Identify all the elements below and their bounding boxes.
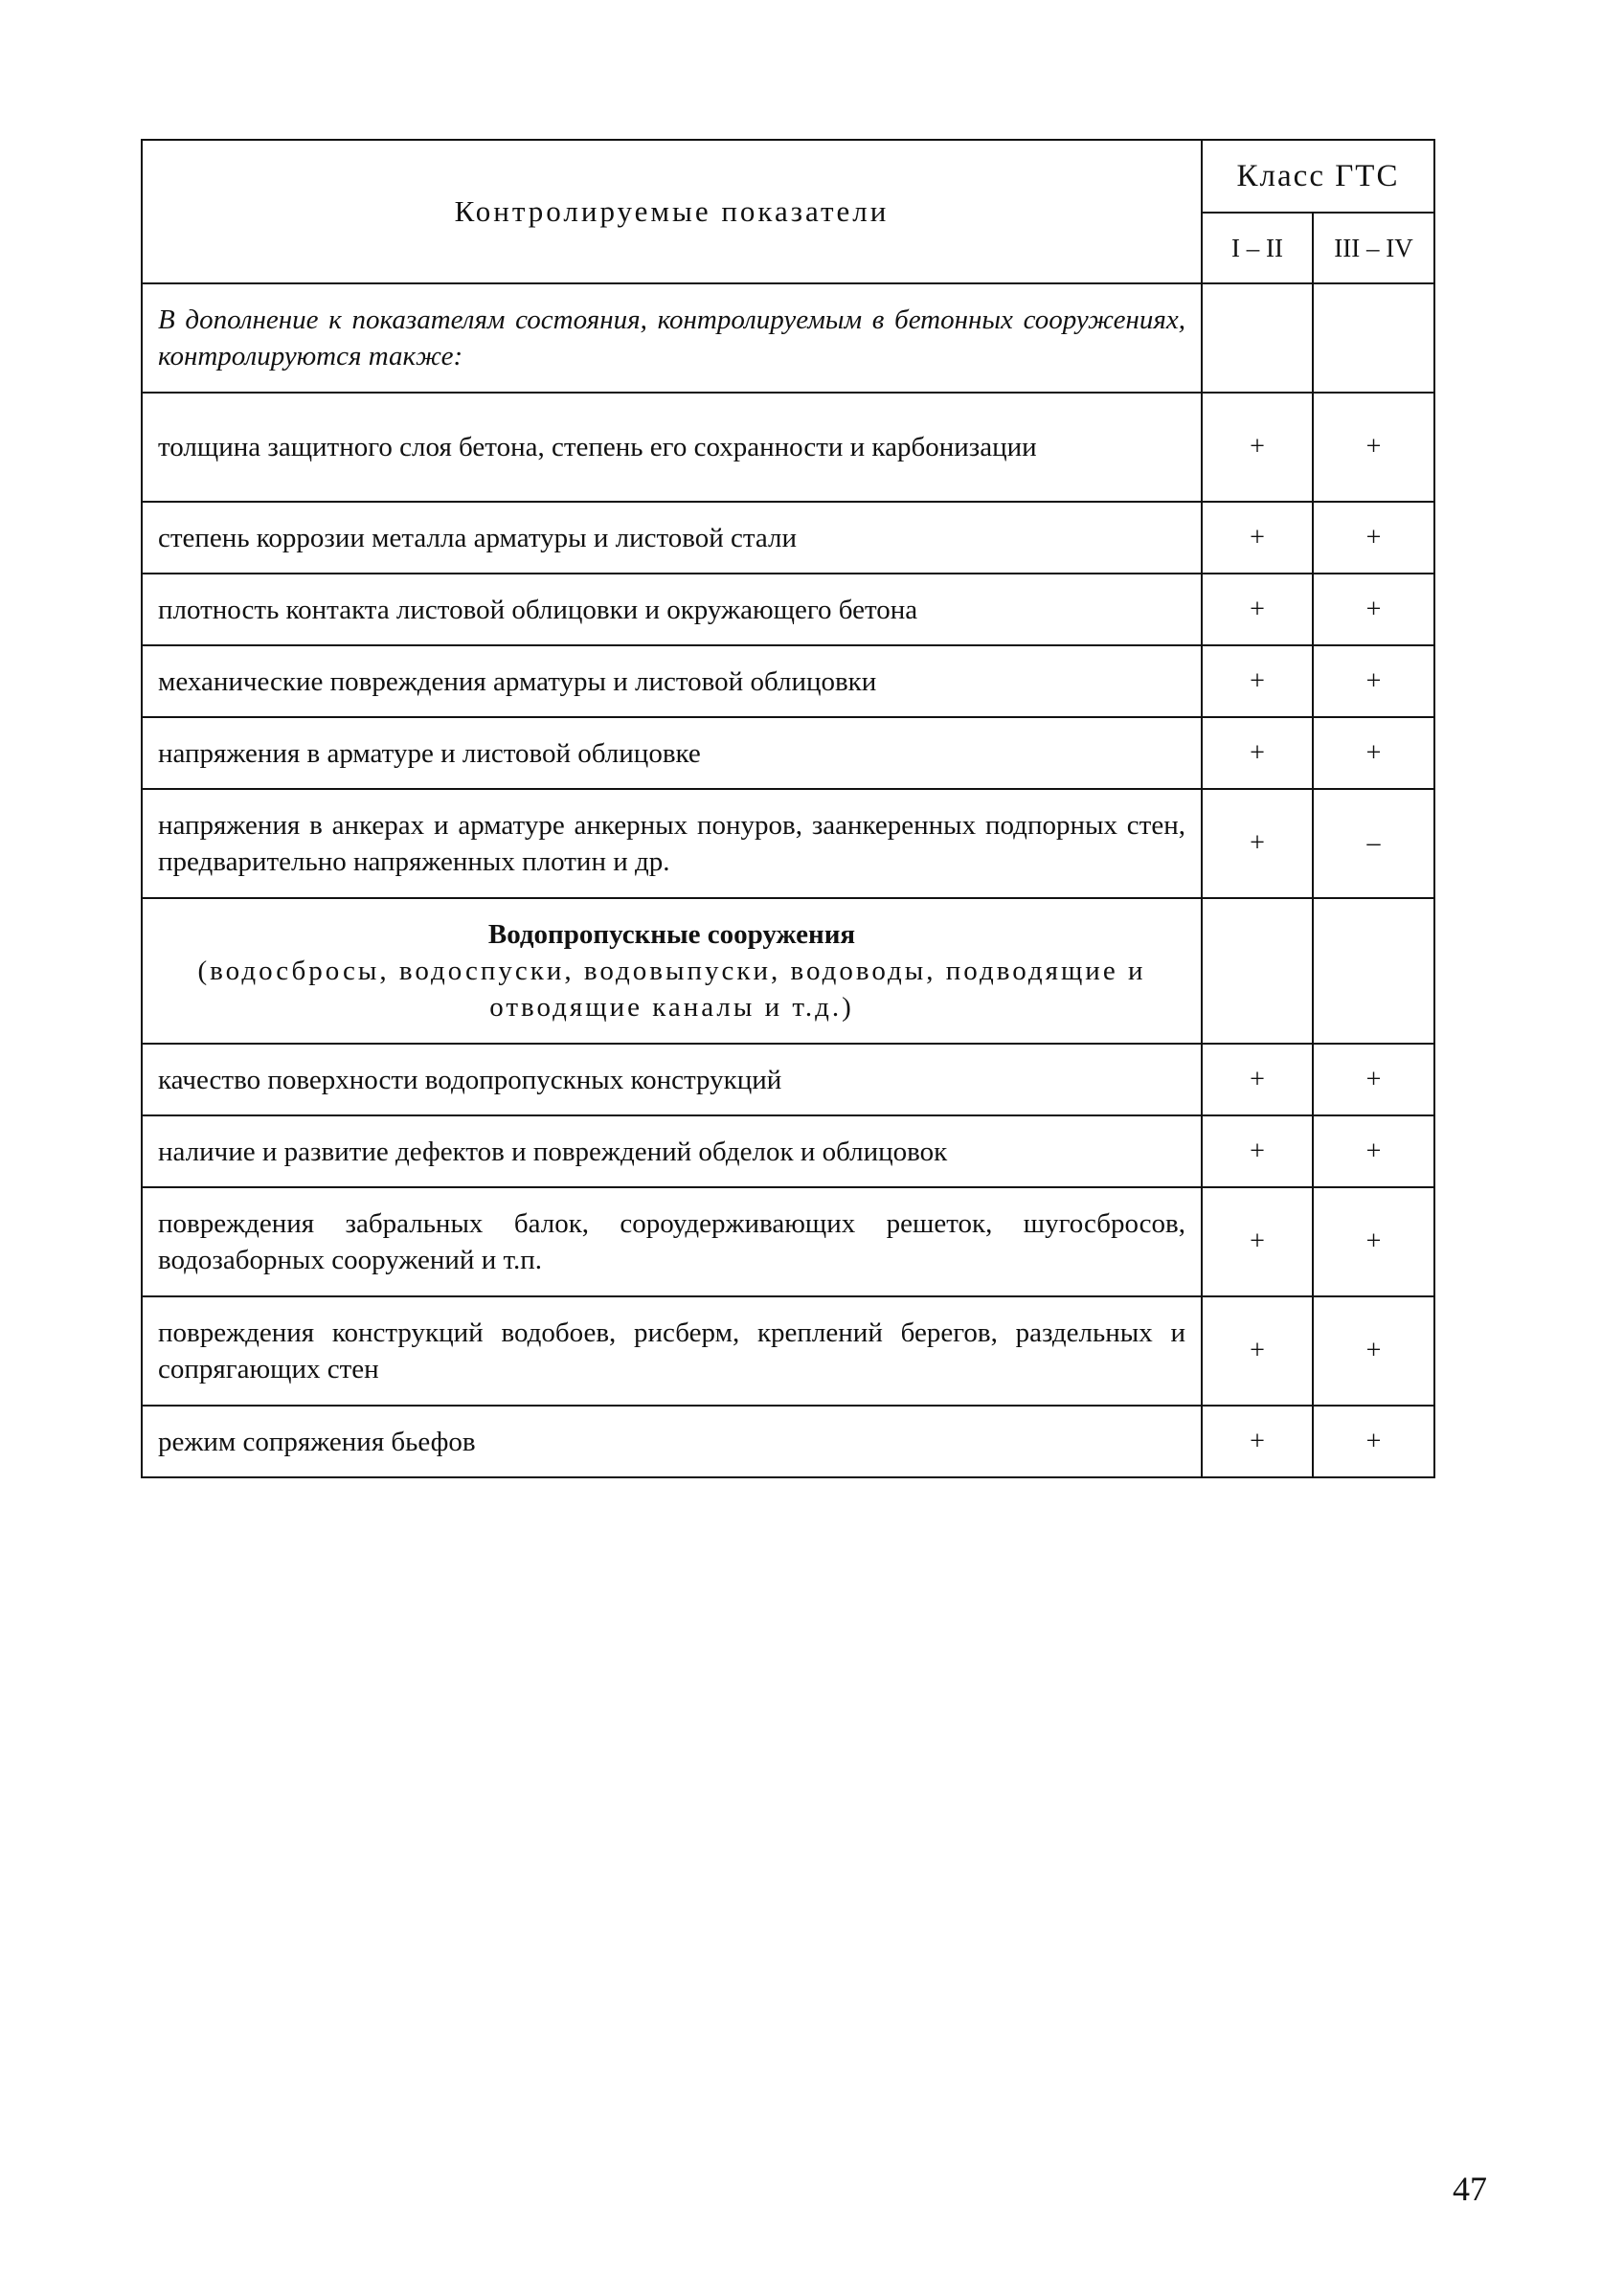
table-row xyxy=(142,1296,1434,1406)
header-class-1-2: I – II xyxy=(1202,213,1313,283)
indicators-table xyxy=(141,139,1435,1478)
section-row xyxy=(142,898,1434,1044)
table-row xyxy=(142,1115,1434,1187)
table-row xyxy=(142,717,1434,789)
row-mark-3-4: + xyxy=(1313,717,1434,789)
row-text: качество поверхности водопропускных конструкций xyxy=(142,1044,1202,1115)
row-mark-1-2: + xyxy=(1202,1187,1313,1296)
row-text: напряжения в анкерах и арматуре анкерных понуров, заанкеренных подпорных стен, предварительно напряженных плотин и др. xyxy=(142,789,1202,898)
section-subtitle: (водосбросы, водоспуски, водовыпуски, водоводы, подводящие и отводящие каналы и т.д.) xyxy=(197,956,1146,1023)
table-row xyxy=(142,574,1434,645)
row-mark-1-2: + xyxy=(1202,717,1313,789)
row-mark-3-4: + xyxy=(1313,645,1434,717)
row-mark-1-2: + xyxy=(1202,574,1313,645)
row-mark-1-2: + xyxy=(1202,1044,1313,1115)
row-mark-1-2: + xyxy=(1202,645,1313,717)
table-row xyxy=(142,1406,1434,1477)
header-class-3-4: III – IV xyxy=(1313,213,1434,283)
section-mark-1-2 xyxy=(1202,898,1313,1044)
row-mark-3-4: + xyxy=(1313,1296,1434,1406)
row-mark-1-2 xyxy=(1202,283,1313,393)
row-mark-3-4: + xyxy=(1313,574,1434,645)
row-mark-3-4 xyxy=(1313,283,1434,393)
row-text: повреждения забральных балок, сороудерживающих решеток, шугосбросов, водозаборных сооружений и т.п. xyxy=(142,1187,1202,1296)
row-mark-1-2: + xyxy=(1202,1115,1313,1187)
row-mark-3-4: + xyxy=(1313,502,1434,574)
row-text: наличие и развитие дефектов и повреждений обделок и облицовок xyxy=(142,1115,1202,1187)
row-text: режим сопряжения бьефов xyxy=(142,1406,1202,1477)
row-text: напряжения в арматуре и листовой облицовке xyxy=(142,717,1202,789)
table-row xyxy=(142,789,1434,898)
row-text: плотность контакта листовой облицовки и окружающего бетона xyxy=(142,574,1202,645)
row-text: В дополнение к показателям состояния, контролируемым в бетонных сооружениях, контролируются также: xyxy=(142,283,1202,393)
section-heading xyxy=(142,898,1202,1044)
row-mark-1-2: + xyxy=(1202,1406,1313,1477)
header-indicators: Контролируемые показатели xyxy=(142,140,1202,283)
row-mark-3-4: + xyxy=(1313,1187,1434,1296)
page-number: 47 xyxy=(1453,2170,1487,2208)
section-mark-3-4 xyxy=(1313,898,1434,1044)
row-mark-3-4: + xyxy=(1313,393,1434,502)
table-row xyxy=(142,645,1434,717)
table-row xyxy=(142,283,1434,393)
row-text: степень коррозии металла арматуры и листовой стали xyxy=(142,502,1202,574)
row-text: механические повреждения арматуры и листовой облицовки xyxy=(142,645,1202,717)
row-mark-1-2: + xyxy=(1202,1296,1313,1406)
table-row xyxy=(142,502,1434,574)
row-mark-1-2: + xyxy=(1202,393,1313,502)
row-mark-3-4: + xyxy=(1313,1044,1434,1115)
table-row xyxy=(142,1187,1434,1296)
row-mark-3-4: + xyxy=(1313,1406,1434,1477)
row-mark-3-4: – xyxy=(1313,789,1434,898)
table-row xyxy=(142,1044,1434,1115)
row-text: повреждения конструкций водобоев, рисберм, креплений берегов, раздельных и сопрягающих стен xyxy=(142,1296,1202,1406)
row-mark-1-2: + xyxy=(1202,789,1313,898)
row-mark-3-4: + xyxy=(1313,1115,1434,1187)
row-mark-1-2: + xyxy=(1202,502,1313,574)
table-row xyxy=(142,393,1434,502)
section-title: Водопропускные сооружения xyxy=(487,919,856,950)
row-text: толщина защитного слоя бетона, степень его сохранности и карбонизации xyxy=(142,393,1202,502)
header-class-group: Класс ГТС xyxy=(1202,140,1434,213)
